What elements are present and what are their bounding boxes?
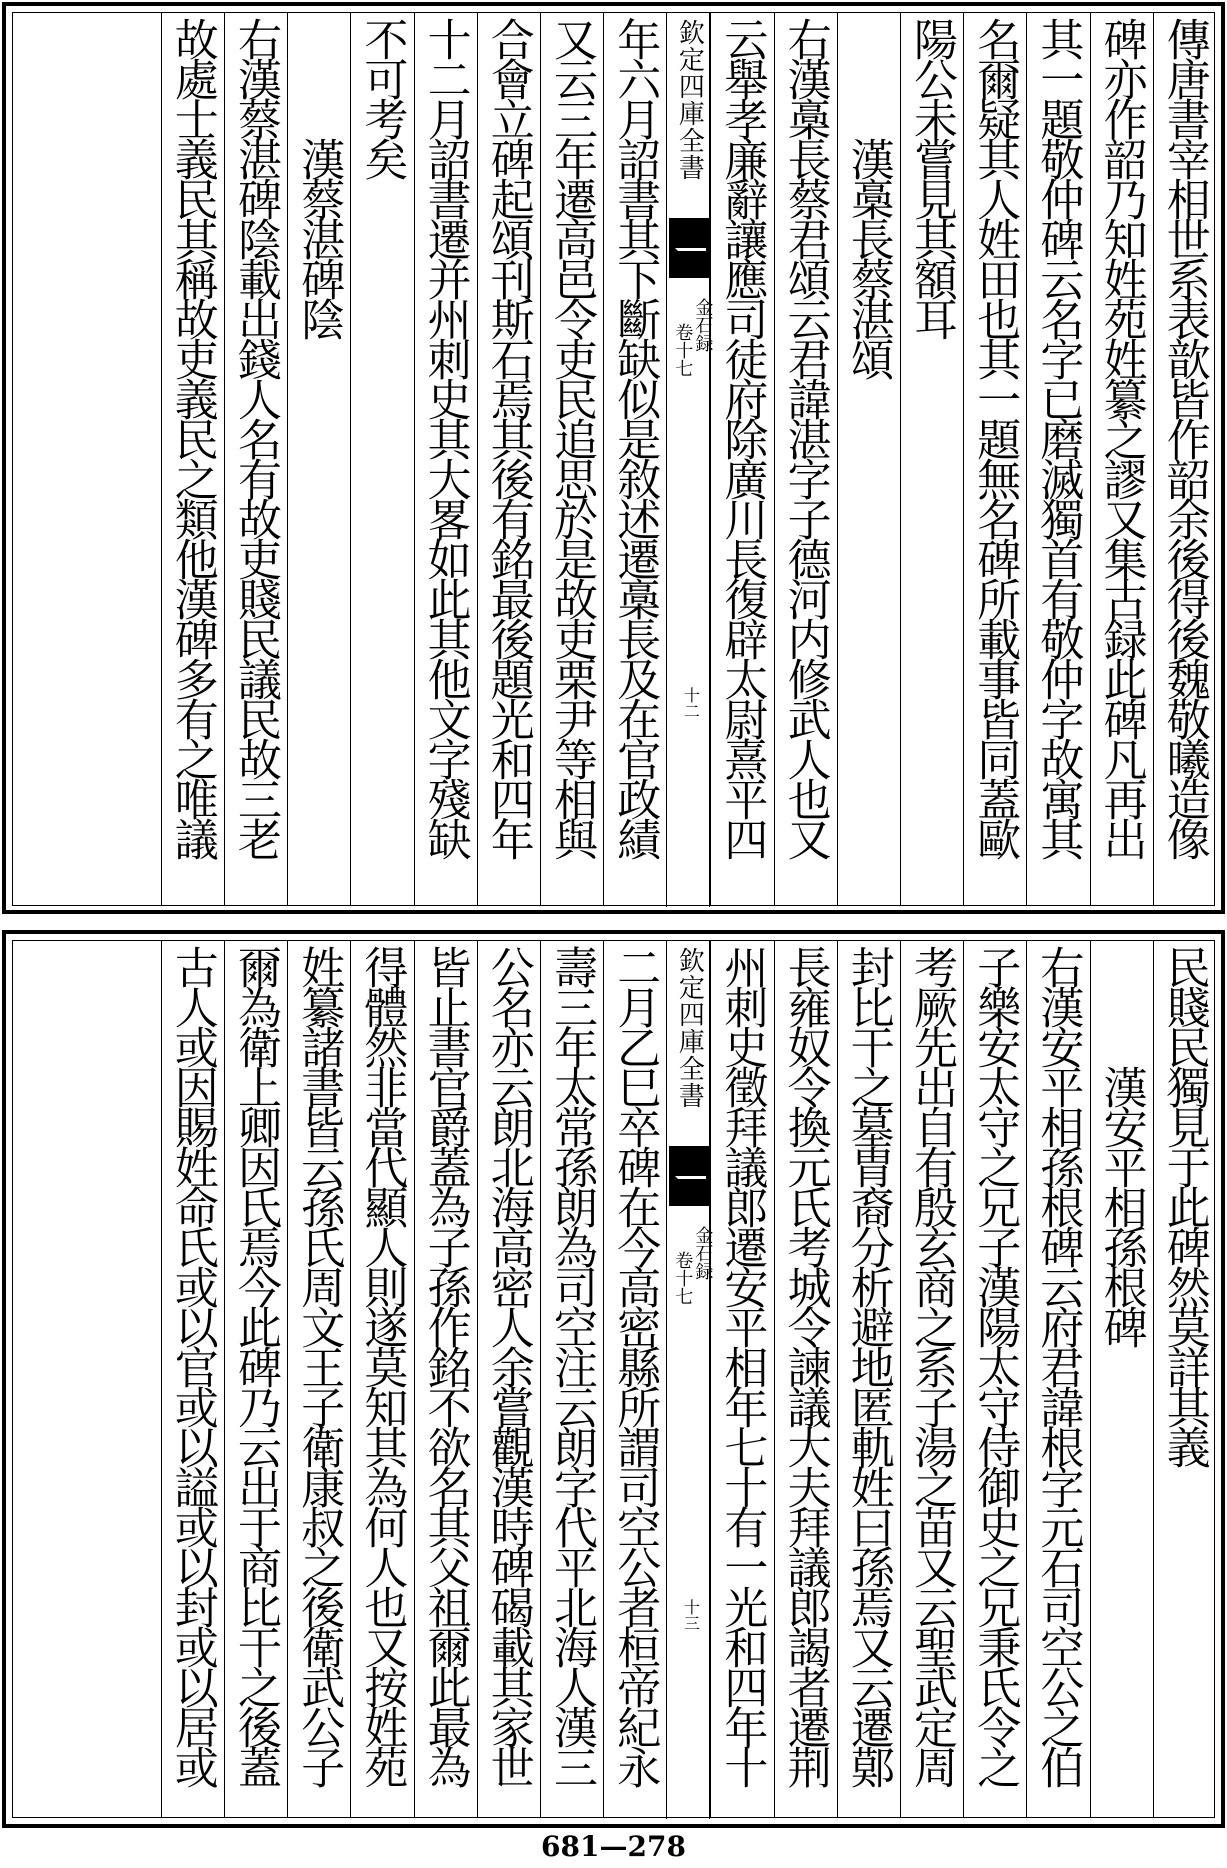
text-column — [540, 13, 603, 905]
column-text: 名爾疑其人姓田也其一題無名碑所載事皆同蓋歐 — [969, 17, 1021, 857]
column-text: 碑亦作韶乃知姓苑姓纂之謬又集古録此碑凡再出 — [1095, 17, 1147, 857]
text-column — [477, 13, 540, 905]
text-column — [540, 941, 603, 1817]
column-rule — [837, 941, 838, 1817]
text-column — [603, 941, 666, 1817]
column-rule — [350, 13, 351, 905]
column-text: 漢槀長蔡湛頌 — [842, 137, 894, 377]
column-text: 右漢蔡湛碑陰載出錢人名有故吏賤民議民故三老 — [230, 17, 281, 857]
column-rule — [837, 13, 838, 905]
column-text: 不可考矣 — [356, 17, 408, 177]
column-rule — [900, 13, 901, 905]
column-rule — [414, 13, 415, 905]
text-column — [350, 13, 413, 905]
text-column — [224, 941, 287, 1817]
bottom-text-columns — [13, 941, 1214, 1817]
text-column — [837, 941, 900, 1817]
column-rule — [161, 13, 162, 905]
text-column — [414, 941, 477, 1817]
column-rule — [477, 13, 478, 905]
text-column — [414, 13, 477, 905]
column-text: 子樂安太守之兄子漢陽太守侍御史之兄秉氏令之 — [969, 945, 1021, 1785]
text-column — [710, 941, 773, 1817]
column-rule — [287, 941, 288, 1817]
column-text: 又云三年遷高邑令吏民追思於是故吏栗尹等相與 — [546, 17, 597, 857]
column-rule — [350, 941, 351, 1817]
book-name: 金石録 — [692, 1226, 714, 1280]
column-text: 故處士義民其稱故吏義民之類他漢碑多有之唯議 — [166, 17, 218, 857]
column-rule — [710, 941, 711, 1817]
column-text: 云舉孝廉辭讓應司徒府除廣川長復辟太尉熹平四 — [716, 17, 768, 857]
column-text: 合會立碑起頌刊斯石焉其後有銘最後題光和四年 — [482, 17, 534, 857]
volume-label: 卷十七 — [672, 323, 694, 377]
column-text: 其一題敬仲碑云名字已磨滅獨首有敬仲字故寓其 — [1032, 17, 1084, 857]
column-rule — [1026, 941, 1027, 1817]
column-rule — [287, 13, 288, 905]
column-text: 年六月詔書其下斷缺似是敘述遷槀長及在官政績 — [609, 17, 661, 857]
column-text: 傳唐書宰相世系表歆皆作韶余後得後魏敬曦造像 — [1158, 17, 1210, 857]
column-rule — [1153, 941, 1154, 1817]
text-column — [774, 941, 837, 1817]
column-rule — [963, 13, 964, 905]
column-rule — [540, 941, 541, 1817]
text-column — [1153, 941, 1216, 1817]
column-text: 二月乙巳卒碑在今高密縣所謂司空公者桓帝紀永 — [609, 945, 661, 1785]
column-text: 壽三年太常孫朗為司空注云朗字代平北海人漢三 — [546, 945, 597, 1785]
center-fold-band — [666, 13, 714, 907]
text-column — [224, 13, 287, 905]
column-text: 右漢槀長蔡君頌云君諱湛字子德河内修武人也又 — [779, 17, 831, 857]
column-rule — [603, 941, 604, 1817]
column-text: 州刺史徵拜議郎遷安平相年七十有一光和四年十 — [716, 945, 768, 1785]
column-text: 古人或因賜姓命氏或以官或以謚或以封或以居或 — [166, 945, 218, 1785]
column-rule — [774, 13, 775, 905]
column-text: 爾為衛上卿因氏焉今此碑乃云出于商比干之後蓋 — [230, 945, 281, 1785]
book-title: 欽定四庫全書 — [674, 947, 705, 1109]
text-column — [350, 941, 413, 1817]
text-column — [477, 941, 540, 1817]
page-footer-number: 681—278 — [541, 1830, 686, 1863]
column-rule — [1153, 13, 1154, 905]
column-rule — [963, 941, 964, 1817]
leaf-number: 十三 — [681, 1599, 701, 1631]
center-fold-band — [666, 941, 714, 1819]
column-rule — [224, 13, 225, 905]
text-column — [710, 13, 773, 905]
fish-tail-mark-icon — [669, 218, 709, 278]
column-text: 考厥先出自有殷玄商之系子湯之苗又云聖武定周 — [906, 945, 957, 1785]
column-text: 民賤民獨見于此碑然莫詳其義 — [1158, 945, 1210, 1465]
text-column — [774, 13, 837, 905]
column-text: 右漢安平相孫根碑云府君諱根字元石司空公之伯 — [1032, 945, 1084, 1785]
text-column — [287, 941, 350, 1817]
top-page — [0, 0, 1227, 920]
column-rule — [900, 941, 901, 1817]
column-rule — [1090, 941, 1091, 1817]
text-column — [1026, 13, 1089, 905]
text-column — [161, 941, 224, 1817]
column-rule — [1026, 13, 1027, 905]
column-text: 漢蔡湛碑陰 — [293, 137, 345, 337]
column-rule — [477, 941, 478, 1817]
text-column — [900, 941, 963, 1817]
text-column — [963, 941, 1026, 1817]
text-column — [963, 13, 1026, 905]
column-text: 皆止書官爵蓋為子孫作銘不欲名其父祖爾此最為 — [419, 945, 471, 1785]
volume-label: 卷十七 — [672, 1251, 694, 1305]
bottom-page-inner-frame — [12, 940, 1215, 1818]
column-rule — [224, 941, 225, 1817]
text-column — [837, 13, 900, 905]
book-name: 金石録 — [692, 298, 714, 352]
text-column — [1090, 941, 1153, 1817]
column-text: 長雍奴令換元氏考城令諫議大夫拜議郎謁者遷荆 — [779, 945, 831, 1785]
column-text: 漢安平相孫根碑 — [1095, 1065, 1147, 1345]
column-rule — [603, 13, 604, 905]
top-text-columns — [13, 13, 1214, 905]
column-rule — [774, 941, 775, 1817]
text-column — [603, 13, 666, 905]
column-text: 陽公未嘗見其額耳 — [906, 17, 957, 337]
text-column — [1026, 941, 1089, 1817]
column-text: 公名亦云朗北海高密人余嘗觀漢時碑碣載其家世 — [482, 945, 534, 1785]
fish-tail-mark-icon — [669, 1146, 709, 1206]
column-rule — [161, 941, 162, 1817]
column-text: 姓纂諸書皆云孫氏周文王子衛康叔之後衛武公子 — [293, 945, 345, 1785]
column-rule — [540, 13, 541, 905]
book-title: 欽定四庫全書 — [674, 19, 705, 181]
column-rule — [414, 941, 415, 1817]
column-text: 封比干之墓胄裔分析避地匿軌姓曰孫焉又云遷鄚 — [842, 945, 894, 1785]
column-text: 得體然非當代顯人則遂莫知其為何人也又按姓苑 — [356, 945, 408, 1785]
text-column — [161, 13, 224, 905]
leaf-number: 十二 — [681, 687, 701, 719]
top-page-inner-frame — [12, 12, 1215, 906]
text-column — [900, 13, 963, 905]
column-rule — [1090, 13, 1091, 905]
column-text: 十二月詔書遷并州刺史其大畧如此其他文字殘缺 — [419, 17, 471, 857]
text-column — [1153, 13, 1216, 905]
text-column — [1090, 13, 1153, 905]
column-rule — [710, 13, 711, 905]
bottom-page — [0, 930, 1227, 1830]
text-column — [287, 13, 350, 905]
